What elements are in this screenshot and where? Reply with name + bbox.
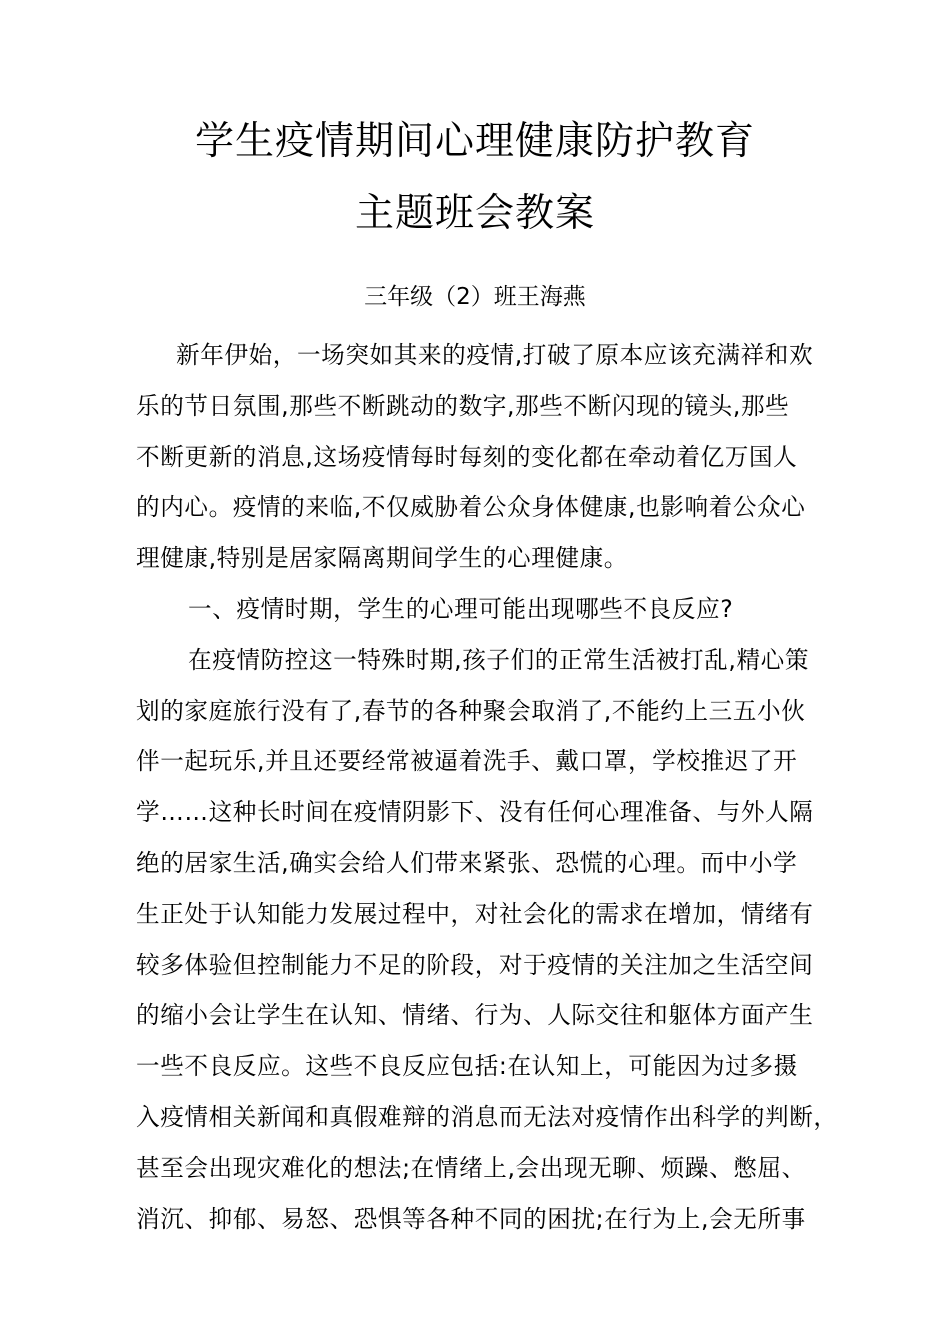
paragraph-2-line: 一些不良反应。这些不良反应包括:在认知上，可能因为过多摄 — [136, 1052, 798, 1081]
author-line: 三年级（2）班王海燕 — [364, 284, 586, 310]
paragraph-2-line: 划的家庭旅行没有了,春节的各种聚会取消了,不能约上三五小伙 — [136, 696, 806, 725]
section-heading-1: 一、疫情时期，学生的心理可能出现哪些不良反应? — [188, 594, 734, 623]
document-body — [136, 330, 836, 1244]
paragraph-2-line: 绝的居家生活,确实会给人们带来紧张、恐慌的心理。而中小学 — [136, 848, 798, 877]
paragraph-1-line: 不断更新的消息,这场疫情每时每刻的变化都在牵动着亿万国人 — [136, 442, 798, 471]
paragraph-2-line: 较多体验但控制能力不足的阶段，对于疫情的关注加之生活空间 — [136, 950, 814, 979]
paragraph-1-line: 理健康,特别是居家隔离期间学生的心理健康。 — [136, 544, 628, 573]
paragraph-1-line: 的内心。疫情的来临,不仅威胁着公众身体健康,也影响着公众心 — [136, 493, 806, 522]
paragraph-2-line: 的缩小会让学生在认知、情绪、行为、人际交往和躯体方面产生 — [136, 1001, 814, 1030]
paragraph-2-line: 消沉、抑郁、易怒、恐惧等各种不同的困扰;在行为上,会无所事 — [136, 1204, 806, 1233]
paragraph-2-line: 在疫情防控这一特殊时期,孩子们的正常生活被打乱,精心策 — [188, 645, 810, 674]
paragraph-2-line: 甚至会出现灾难化的想法;在情绪上,会出现无聊、烦躁、憋屈、 — [136, 1153, 806, 1182]
paragraph-1-line: 乐的节日氛围,那些不断跳动的数字,那些不断闪现的镜头,那些 — [136, 391, 790, 420]
paragraph-2-line: 学……这种长时间在疫情阴影下、没有任何心理准备、与外人隔 — [136, 798, 814, 827]
paragraph-2-line: 生正处于认知能力发展过程中，对社会化的需求在增加，情绪有 — [136, 899, 814, 928]
document-title-line-2: 主题班会教案 — [354, 191, 595, 236]
paragraph-2-line: 入疫情相关新闻和真假难辩的消息而无法对疫情作出科学的判断， — [136, 1102, 838, 1131]
paragraph-2-line: 伴一起玩乐,并且还要经常被逼着洗手、戴口罩，学校推迟了开 — [136, 747, 798, 776]
document-title-line-1: 学生疫情期间心理健康防护教育 — [194, 119, 755, 164]
paragraph-1-line: 新年伊始，一场突如其来的疫情,打破了原本应该充满祥和欢 — [176, 341, 814, 369]
